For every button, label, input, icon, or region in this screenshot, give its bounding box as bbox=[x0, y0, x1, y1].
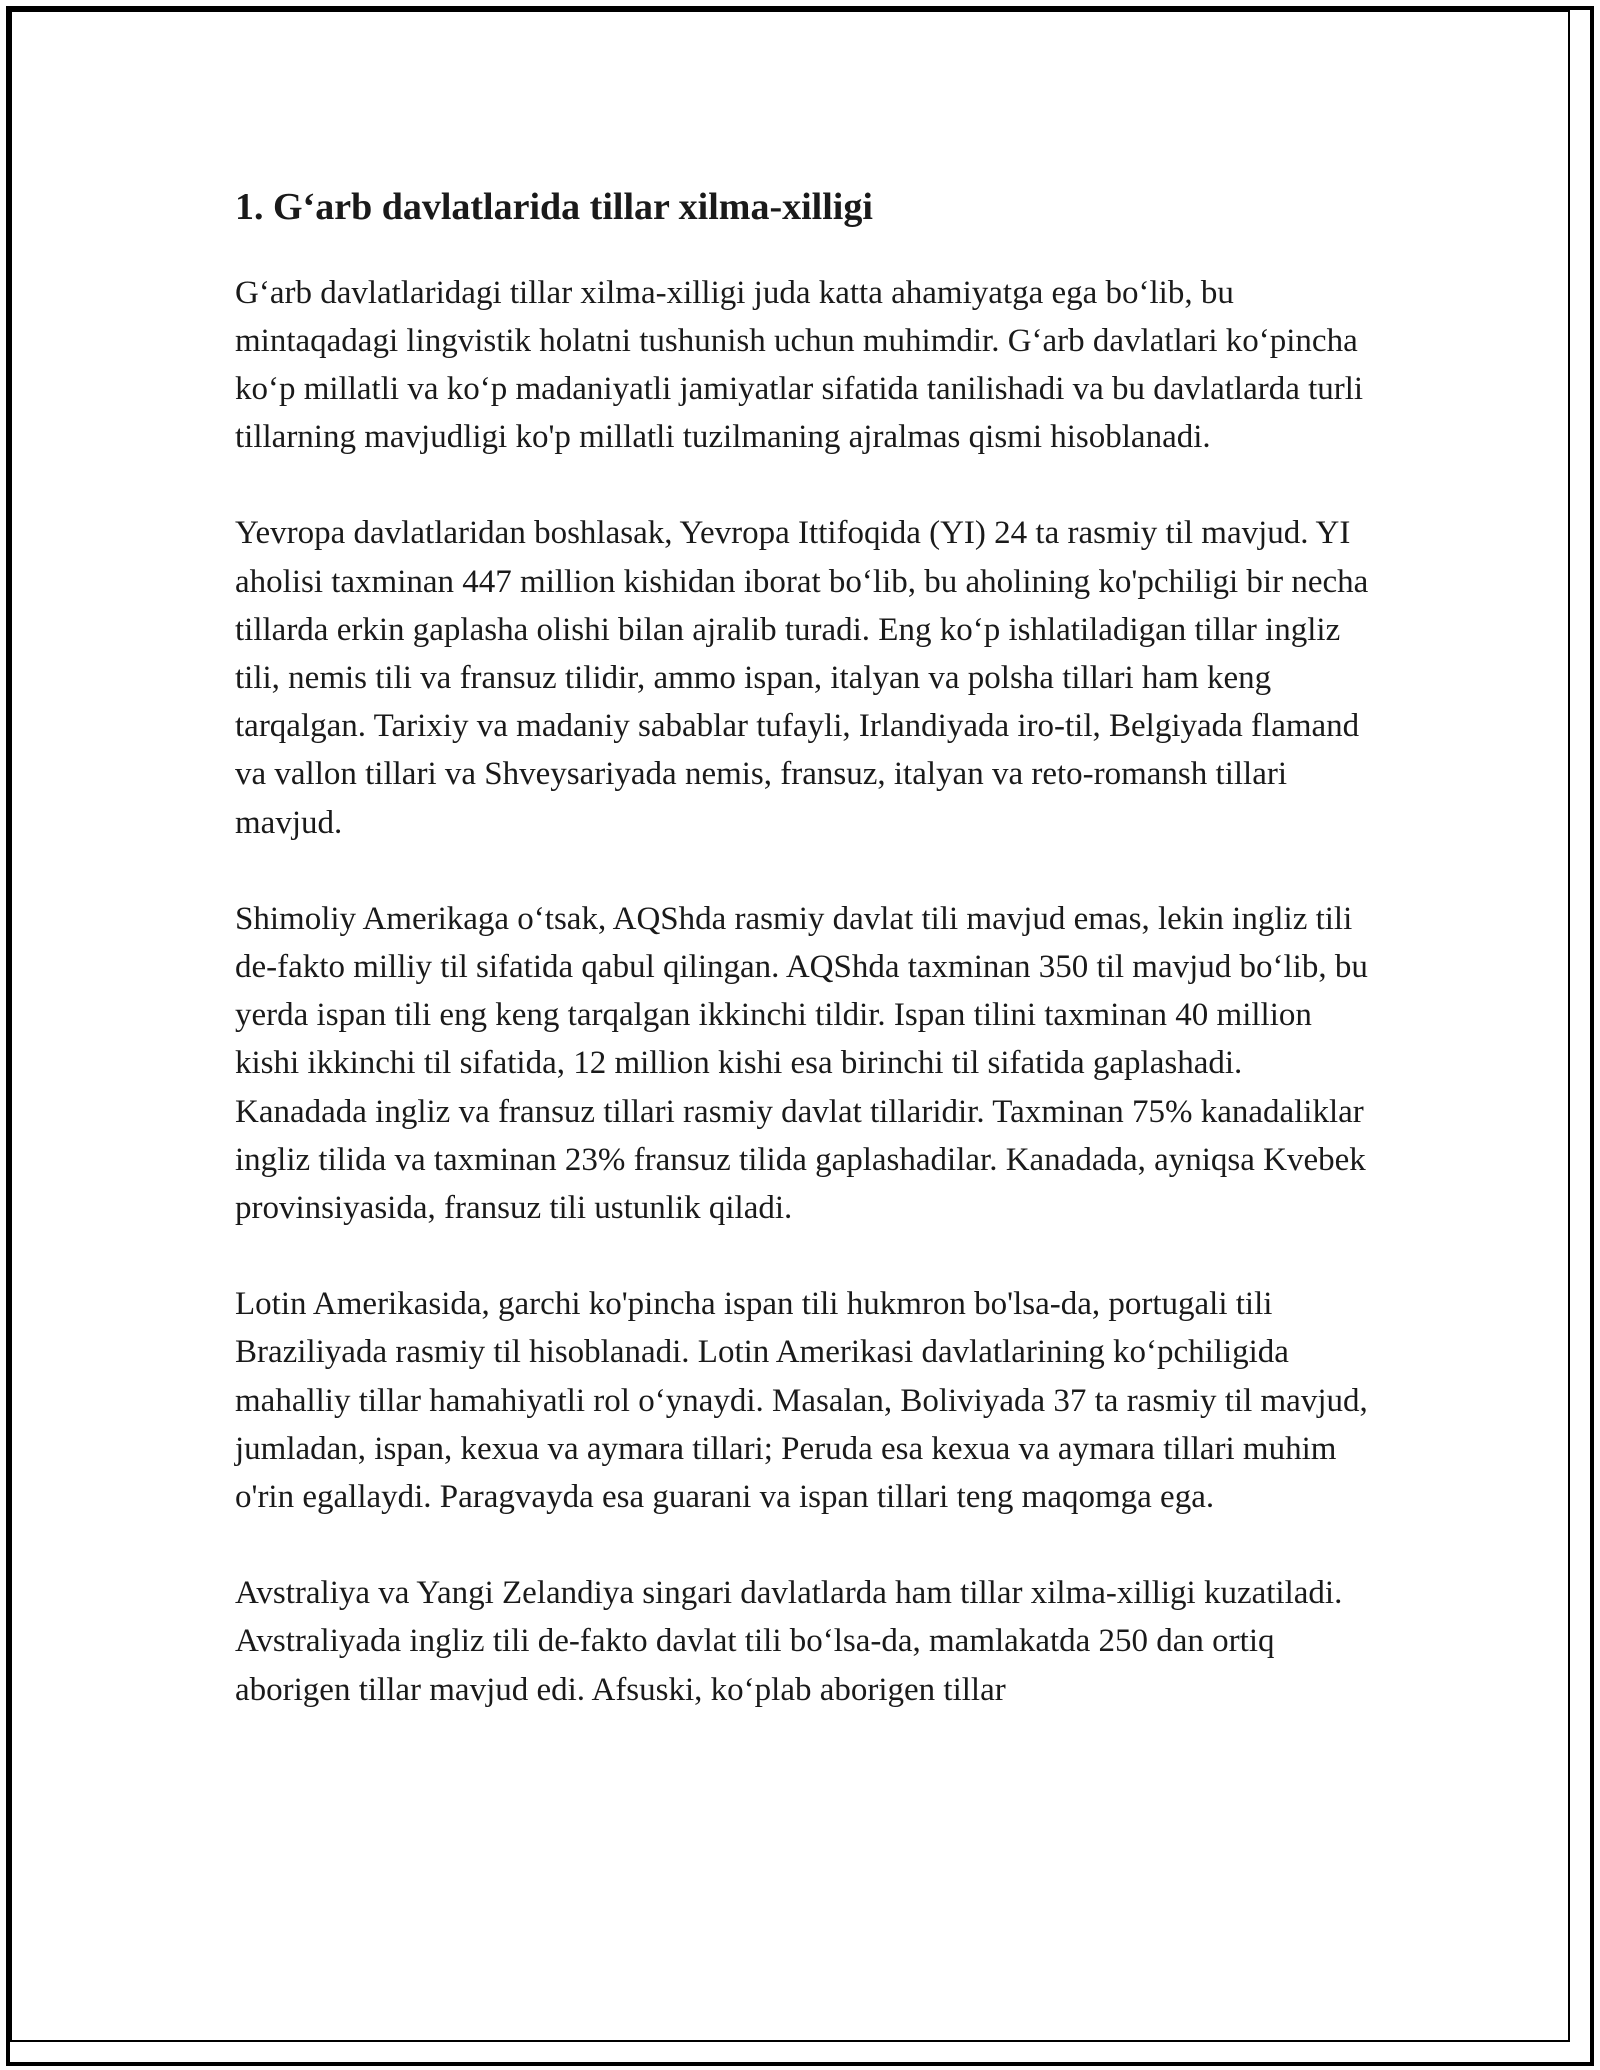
paragraph-europe: Yevropa davlatlaridan boshlasak, Yevropa Ittifoqida (YI) 24 ta rasmiy til mavjud. YI aholisi taxminan 447 million kishidan iborat bo‘lib, bu aholining ko'pchiligi bir necha tillarda erkin gaplasha olishi bilan ajralib turadi. Eng ko‘p ishlatiladigan tillar ingliz tili, nemis tili va fransuz tilidir, ammo ispan, italyan va polsha tillari ham keng tarqalgan. Tarixiy va madaniy sabablar tufayli, Irlandiyada iro-til, Belgiyada flamand va vallon tillari va Shveysariyada nemis, fransuz, italyan va reto-romansh tillari mavjud. bbox=[235, 515, 1369, 841]
document-body bbox=[235, 185, 1370, 1714]
paragraph-australia-new-zealand: Avstraliya va Yangi Zelandiya singari davlatlarda ham tillar xilma-xilligi kuzatiladi. Avstraliyada ingliz tili de-fakto davlat tili bo‘lsa-da, mamlakatda 250 dan ortiq aborigen tillar mavjud edi. Afsuski, ko‘plab aborigen tillar bbox=[235, 1575, 1343, 1708]
section-heading: 1. G‘arb davlatlarida tillar xilma-xilligi bbox=[235, 186, 873, 228]
paragraph-north-america: Shimoliy Amerikaga o‘tsak, AQShda rasmiy davlat tili mavjud emas, lekin ingliz tili de-fakto milliy til sifatida qabul qilingan. AQShda taxminan 350 til mavjud bo‘lib, bu yerda ispan tili eng keng tarqalgan ikkinchi tildir. Ispan tilini taxminan 40 million kishi ikkinchi til sifatida, 12 million kishi esa birinchi til sifatida gaplashadi. Kanadada ingliz va fransuz tillari rasmiy davlat tillaridir. Taxminan 75% kanadaliklar ingliz tilida va taxminan 23% fransuz tilida gaplashadilar. Kanadada, ayniqsa Kvebek provinsiyasida, fransuz tili ustunlik qiladi. bbox=[235, 900, 1368, 1227]
paragraph-latin-america: Lotin Amerikasida, garchi ko'pincha ispan tili hukmron bo'lsa-da, portugali tili Braziliyada rasmiy til hisoblanadi. Lotin Amerikasi davlatlarining ko‘pchiligida mahalliy tillar hamahiyatli rol o‘ynaydi. Masalan, Boliviyada 37 ta rasmiy til mavjud, jumladan, ispan, kexua va aymara tillari; Peruda esa kexua va aymara tillari muhim o'rin egallaydi. Paragvayda esa guarani va ispan tillari teng maqomga ega. bbox=[235, 1286, 1368, 1516]
paragraph-western-countries-intro: G‘arb davlatlaridagi tillar xilma-xilligi juda katta ahamiyatga ega bo‘lib, bu mintaqadagi lingvistik holatni tushunish uchun muhimdir. G‘arb davlatlari ko‘pincha ko‘p millatli va ko‘p madaniyatli jamiyatlar sifatida tanilishadi va bu davlatlarda turli tillarning mavjudligi ko'p millatli tuzilmaning ajralmas qismi hisoblanadi. bbox=[235, 274, 1364, 456]
